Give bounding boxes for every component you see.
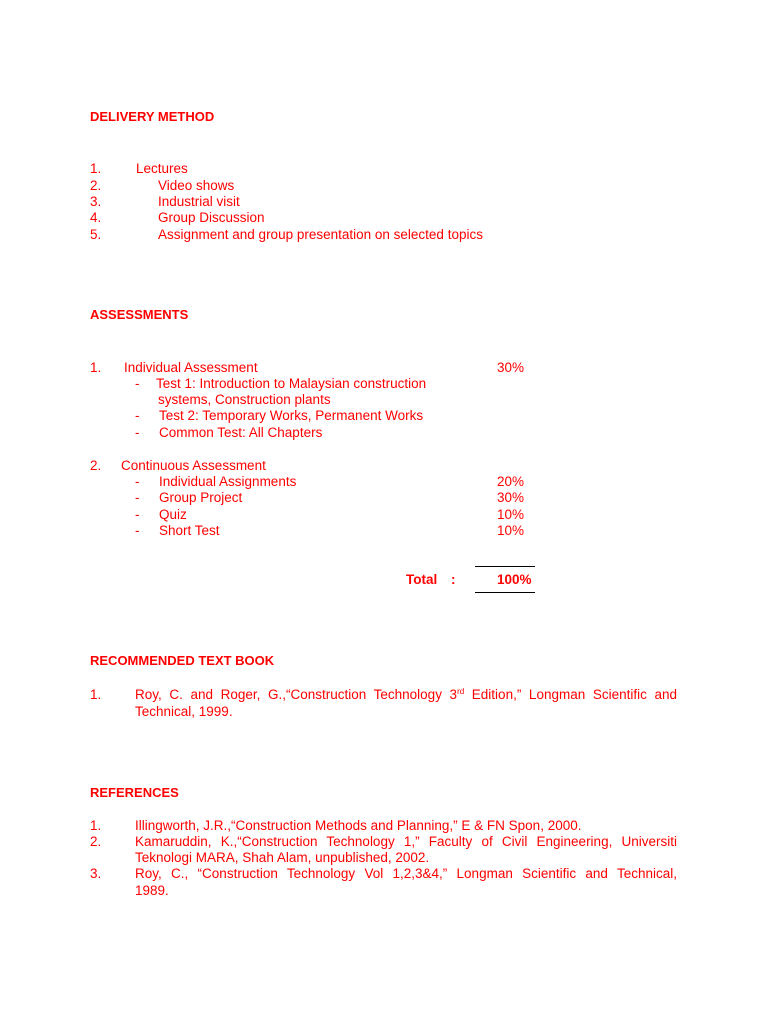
sub-item-continuation: systems, Construction plants — [158, 392, 331, 407]
list-item-number: 1. — [90, 161, 102, 176]
sub-item: Common Test: All Chapters — [159, 425, 323, 440]
citation-text: Edition,” Longman Scientific and — [464, 687, 677, 702]
list-item: Group Discussion — [158, 210, 265, 225]
total-top-rule — [475, 566, 535, 567]
total-label: Total — [406, 572, 438, 587]
list-item-number: 5. — [90, 227, 102, 242]
textbook-citation-line — [135, 687, 677, 703]
sub-item: Test 1: Introduction to Malaysian construction — [156, 376, 427, 391]
reference-citation-continuation: Teknologi MARA, Shah Alam, unpublished, 2002. — [135, 850, 430, 865]
list-item-number: 4. — [90, 210, 102, 225]
individual-assessment-percent: 30% — [497, 360, 525, 375]
sub-item-percent: 10% — [497, 523, 525, 538]
reference-citation-line: Roy, C., “Construction Technology Vol 1,2,3&4,” Longman Scientific and Technical, — [135, 866, 677, 881]
recommended-text-book-heading: RECOMMENDED TEXT BOOK — [90, 653, 275, 668]
sub-item-percent: 20% — [497, 474, 525, 489]
reference-citation-line: Kamaruddin, K.,“Construction Technology 1,” Faculty of Civil Engineering, Universiti — [135, 834, 677, 849]
total-colon: : — [451, 572, 456, 587]
delivery-method-heading: DELIVERY METHOD — [90, 109, 215, 124]
dash-bullet: - — [135, 523, 140, 538]
list-item-number: 3. — [90, 194, 102, 209]
dash-bullet: - — [135, 474, 140, 489]
list-item: Industrial visit — [158, 194, 240, 209]
sub-item: Individual Assignments — [159, 474, 297, 489]
list-item-number: 3. — [90, 866, 102, 881]
dash-bullet: - — [135, 490, 140, 505]
citation-text: Roy, C. and Roger, G.,“Construction Technology 3 — [135, 687, 458, 702]
sub-item: Test 2: Temporary Works, Permanent Works — [159, 408, 424, 423]
continuous-assessment-title: Continuous Assessment — [121, 458, 266, 473]
sub-item-percent: 30% — [497, 490, 525, 505]
list-item-number: 1. — [90, 687, 102, 702]
sub-item: Short Test — [159, 523, 220, 538]
list-item-number: 2. — [90, 834, 102, 849]
dash-bullet: - — [135, 507, 140, 522]
total-value: 100% — [497, 572, 532, 587]
dash-bullet: - — [135, 408, 140, 423]
sub-item: Group Project — [159, 490, 243, 505]
references-heading: REFERENCES — [90, 785, 179, 800]
assessments-heading: ASSESSMENTS — [90, 307, 189, 322]
dash-bullet: - — [135, 425, 140, 440]
list-item: Video shows — [158, 178, 235, 193]
list-item: Assignment and group presentation on selected topics — [158, 227, 483, 242]
individual-assessment-title: Individual Assessment — [124, 360, 258, 375]
dash-bullet: - — [135, 376, 140, 391]
total-bottom-rule — [475, 592, 535, 593]
list-item-number: 2. — [90, 178, 102, 193]
list-item-number: 1. — [90, 818, 102, 833]
list-item-number: 2. — [90, 458, 102, 473]
sub-item-percent: 10% — [497, 507, 525, 522]
reference-citation-continuation: 1989. — [135, 883, 169, 898]
reference-citation-line: Illingworth, J.R.,“Construction Methods and Planning,” E & FN Spon, 2000. — [135, 818, 582, 833]
textbook-citation-continuation: Technical, 1999. — [135, 704, 233, 719]
list-item: Lectures — [136, 161, 188, 176]
list-item-number: 1. — [90, 360, 102, 375]
superscript-ordinal: rd — [457, 687, 465, 696]
sub-item: Quiz — [159, 507, 187, 522]
